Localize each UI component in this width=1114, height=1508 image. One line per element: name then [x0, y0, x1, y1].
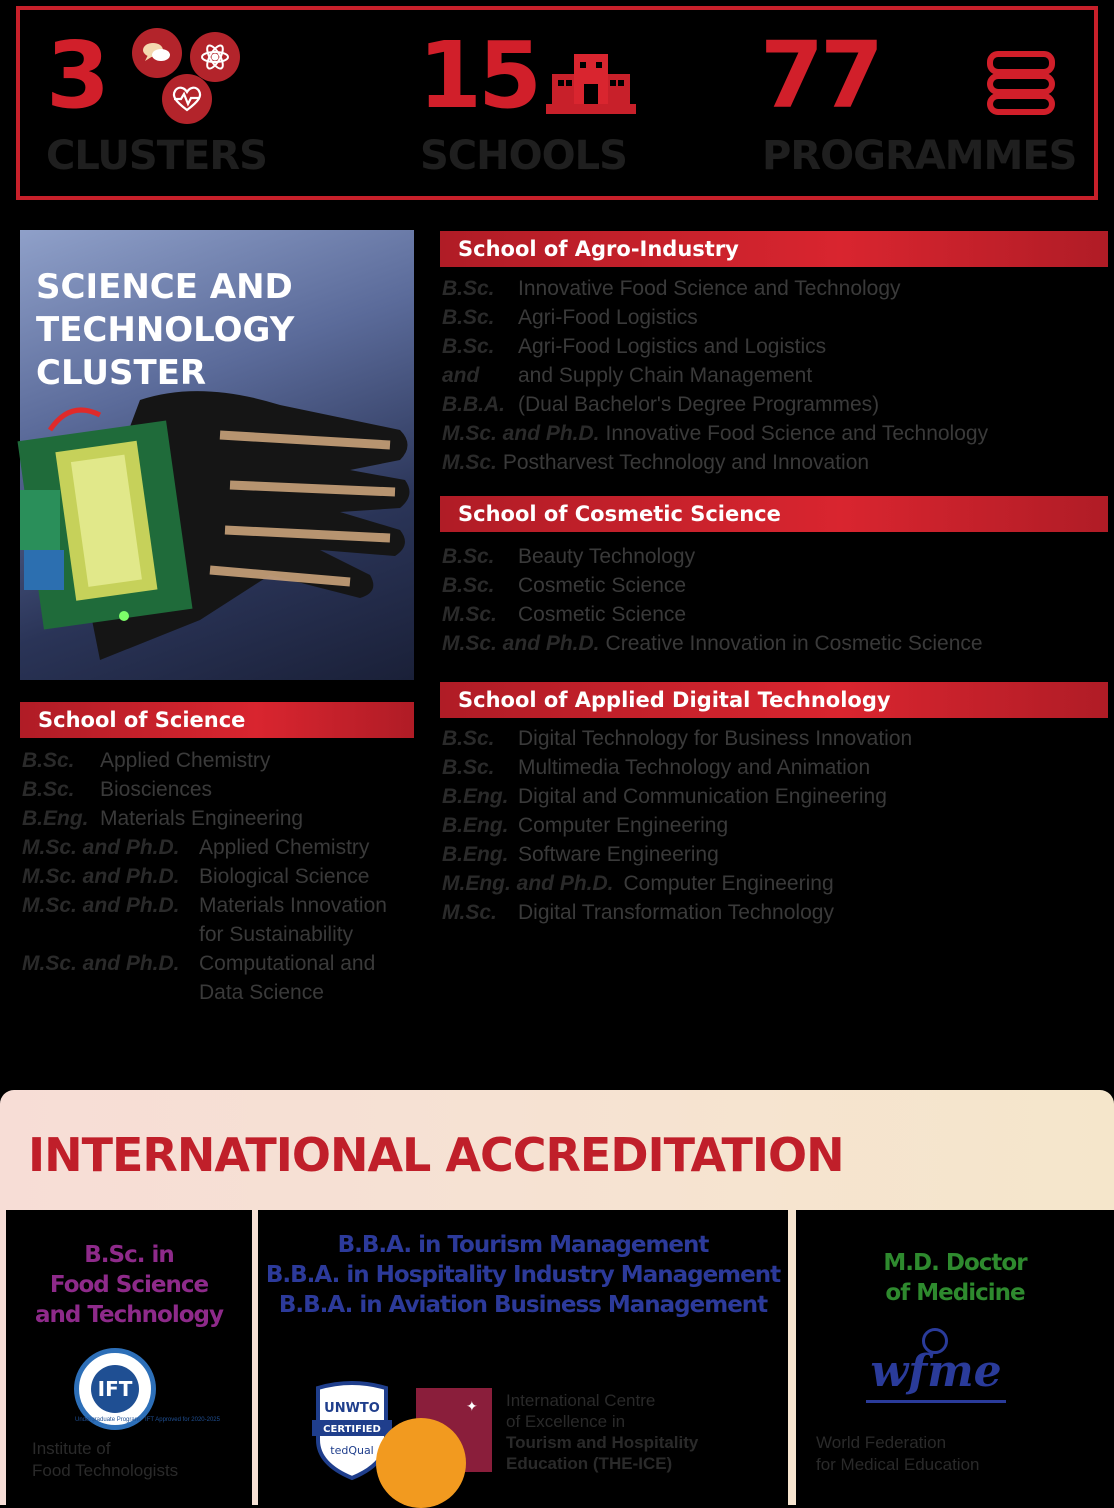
list-item: B.Eng. Software Engineering — [442, 843, 719, 866]
school-building-icon — [546, 46, 636, 121]
list-item: B.Sc. Agri-Food Logistics and Logistics — [442, 335, 827, 358]
list-item: B.Eng. Materials Engineering — [22, 807, 304, 830]
clusters-label: CLUSTERS — [46, 133, 267, 179]
applied-digital-technology-programme-list — [442, 724, 1108, 927]
cosmetic-science-programme-list — [442, 542, 1108, 658]
accreditation-card-ift — [6, 1210, 252, 1505]
list-item: M.Sc. Postharvest Technology and Innovation — [442, 451, 870, 474]
accreditation-title: INTERNATIONAL ACCREDITATION — [28, 1128, 844, 1182]
cluster-photo — [20, 230, 414, 680]
list-item: M.Sc. and Ph.D. Biological Science — [22, 865, 370, 888]
accreditation-org: Institute of Food Technologists — [32, 1439, 179, 1480]
school-header-agro-industry: School of Agro-Industry — [440, 231, 1108, 267]
agro-industry-programme-list — [442, 274, 1108, 477]
stacked-books-icon — [984, 46, 1060, 123]
programmes-count: 77 — [760, 22, 881, 129]
list-item: M.Sc. and Ph.D. Innovative Food Science and Technology — [442, 422, 989, 445]
list-item: B.B.A. (Dual Bachelor's Degree Programmes) — [442, 393, 880, 416]
list-item: B.Sc. Innovative Food Science and Technology — [442, 277, 901, 300]
school-header-cosmetic-science: School of Cosmetic Science — [440, 496, 1108, 532]
cluster-title: SCIENCE AND TECHNOLOGY CLUSTER — [36, 267, 295, 393]
list-item: M.Sc. and Ph.D. Materials Innovation for Sustainability — [22, 894, 387, 946]
chat-bubbles-icon — [132, 28, 182, 78]
accredited-programme: B.Sc. in Food Science and Technology — [35, 1242, 223, 1328]
list-item: M.Sc. and Ph.D. Computational and Data Science — [22, 952, 376, 1004]
list-item: M.Sc. and Ph.D. Applied Chemistry — [22, 836, 370, 859]
list-item: B.Eng. Computer Engineering — [442, 814, 729, 837]
list-item: M.Sc. Digital Transformation Technology — [442, 901, 834, 924]
accredited-programme: M.D. Doctor of Medicine — [883, 1250, 1027, 1306]
heartbeat-icon — [162, 74, 212, 124]
atom-icon — [190, 32, 240, 82]
list-item: B.Sc. Beauty Technology — [442, 545, 696, 568]
list-item: B.Sc. Applied Chemistry — [22, 749, 271, 772]
stats-banner — [16, 6, 1098, 200]
svg-text:tedQual: tedQual — [330, 1444, 374, 1457]
list-item: B.Sc. Biosciences — [22, 778, 213, 801]
list-item: M.Sc. Cosmetic Science — [442, 603, 687, 626]
list-item: B.Sc. Cosmetic Science — [442, 574, 687, 597]
accreditation-org: World Federation for Medical Education — [816, 1433, 980, 1474]
the-ice-logo — [416, 1388, 492, 1472]
list-item: B.Sc. Multimedia Technology and Animation — [442, 756, 871, 779]
accreditation-org: International Centre of Excellence in Tourism and Hospitality Education (THE-ICE) — [506, 1391, 699, 1473]
programmes-label: PROGRAMMES — [762, 133, 1077, 179]
list-item: B.Sc. Digital Technology for Business Innovation — [442, 727, 913, 750]
list-item: B.Eng. Digital and Communication Engineering — [442, 785, 887, 808]
accreditation-section — [0, 1090, 1114, 1505]
accredited-programme: B.B.A. in Tourism Management B.B.A. in Hospitality Industry Management B.B.A. in Aviation Business Management — [265, 1232, 781, 1318]
clusters-count: 3 — [46, 22, 107, 129]
schools-label: SCHOOLS — [420, 133, 627, 179]
star-icon: ✦ — [466, 1398, 478, 1414]
schools-count: 15 — [418, 22, 539, 129]
svg-text:UNWTO: UNWTO — [324, 1401, 380, 1416]
list-item: B.Sc. Agri-Food Logistics — [442, 306, 698, 329]
list-item: M.Sc. and Ph.D. Creative Innovation in Cosmetic Science — [442, 632, 983, 655]
science-programme-list — [22, 746, 414, 1007]
accreditation-card-wfme — [796, 1210, 1114, 1505]
ift-logo: IFT Undergraduate Program · IFT Approved for 2020-2025 — [74, 1348, 156, 1430]
list-item: and and Supply Chain Management — [442, 364, 813, 387]
school-header-science: School of Science — [20, 702, 414, 738]
svg-text:CERTIFIED: CERTIFIED — [323, 1424, 381, 1435]
wfme-logo: wfme — [866, 1328, 1006, 1408]
list-item: M.Eng. and Ph.D. Computer Engineering — [442, 872, 834, 895]
school-header-applied-digital-technology: School of Applied Digital Technology — [440, 682, 1108, 718]
accreditation-card-the-ice — [258, 1210, 788, 1505]
